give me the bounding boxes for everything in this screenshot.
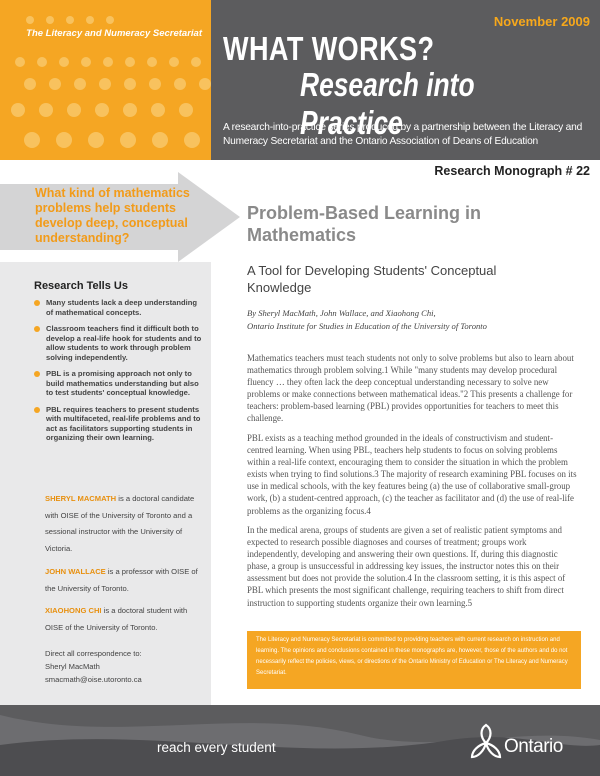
series-description: A research-into-practice series produced by a partnership between the Literacy and Numeracy Secretariat and the Ontario Association of Deans of Education bbox=[223, 122, 583, 147]
author-name: SHERYL MACMATH bbox=[45, 494, 117, 503]
article-byline bbox=[247, 307, 567, 332]
author-bio-text: is a professor with OISE of the University of Toronto. bbox=[45, 567, 198, 593]
list-item: PBL is a promising approach not only to build mathematics understanding but also to test students' conceptual knowledge. bbox=[34, 369, 202, 398]
correspondence-block bbox=[45, 647, 205, 686]
article-subtitle: A Tool for Developing Students' Conceptual Knowledge bbox=[247, 263, 497, 295]
circle-pattern-decoration bbox=[0, 0, 211, 160]
author-bio bbox=[45, 491, 205, 557]
author-name: JOHN WALLACE bbox=[45, 567, 106, 576]
secretariat-label: The Literacy and Numeracy Secretariat bbox=[26, 28, 202, 39]
series-subtitle: Research into Practice bbox=[300, 66, 475, 141]
author-bio-text: is a doctoral student with OISE of the University of Toronto. bbox=[45, 606, 188, 632]
list-item: PBL requires teachers to present students with multifaceted, real-life problems and to act as facilitators supporting students in organizing their own learning. bbox=[34, 405, 202, 443]
issue-date: November 2009 bbox=[493, 14, 590, 29]
author-affiliation: Ontario Institute for Studies in Education of the University of Toronto bbox=[247, 320, 487, 331]
author-bio-text: is a doctoral candidate with OISE of the University of Toronto and a sessional instructor with the University of Victoria. bbox=[45, 494, 195, 553]
research-tells-us-heading: Research Tells Us bbox=[34, 280, 128, 292]
footer-tagline: reach every student bbox=[157, 740, 276, 755]
body-paragraph: In the medical arena, groups of students are given a set of realistic patient symptoms and expected to research possible diagnoses and courses of treatment; groups work independently, developing and answering their own questions. If, during this diagnostic phase, a group is unsuccessful in addressing key issues, the instructor notes this on their assessment but does not provide the solution.4 In the classroom setting, it is this aspect of PBL which presents the most significant challenge, requiring teachers to shift from direct instruction to supporting students organize their own learning.5 bbox=[247, 525, 566, 608]
list-item: Classroom teachers find it difficult both to develop a real-life hook for students and to allow students to work through problem solving independently. bbox=[34, 324, 202, 362]
disclaimer-box: The Literacy and Numeracy Secretariat is committed to providing teachers with current research on instruction and learning. The opinions and conclusions contained in these monographs are, however, those of the authors and do not necessarily reflect the policies, views, or directions of the Ontario Ministry of Education or The Literacy and Numeracy Secretariat. bbox=[247, 631, 581, 689]
trillium-icon bbox=[466, 723, 506, 763]
author-list: By Sheryl MacMath, John Wallace, and Xiaohong Chi, bbox=[247, 308, 436, 318]
article-title: Problem-Based Learning in Mathematics bbox=[247, 203, 482, 245]
body-paragraph: Mathematics teachers must teach students not only to solve problems but also to learn about mathematics through problem solving.1 While "many students may develop procedural fluency … they often lack the deep conceptual understanding necessary to solve new problems or make connections between mathematical ideas."2 This presents a challenge for teachers: problem-based learning (PBL) provides opportunities for teachers to meet this challenge. bbox=[247, 353, 574, 424]
series-title: WHAT WORKS? bbox=[223, 30, 435, 67]
findings-list bbox=[34, 298, 202, 450]
header-orange-panel bbox=[0, 0, 211, 160]
author-bio bbox=[45, 564, 205, 597]
correspondence-email[interactable]: smacmath@oise.utoronto.ca bbox=[45, 675, 142, 684]
correspondence-label: Direct all correspondence to: bbox=[45, 649, 142, 658]
author-name: XIAOHONG CHI bbox=[45, 606, 102, 615]
monograph-number: Research Monograph # 22 bbox=[434, 164, 590, 178]
guiding-question: What kind of mathematics problems help students develop deep, conceptual understanding? bbox=[35, 186, 190, 245]
list-item: Many students lack a deep understanding of mathematical concepts. bbox=[34, 298, 202, 317]
correspondence-name: Sheryl MacMath bbox=[45, 662, 100, 671]
author-bio bbox=[45, 603, 205, 636]
body-paragraph: PBL exists as a teaching method grounded in the ideals of constructivism and student-centred learning. When using PBL, teachers help students to focus on solving problems within a real-life context, encouraging them to consider the situation in which the problem exists when trying to find solutions.3 The majority of research examining PBL focuses on its use in medical schools, with the key features being (a) the use of collaborative small-group work, (b) a student-centred approach, (c) the teacher as facilitator and (d) the use of real-life problems as the organizing focus.4 bbox=[247, 433, 577, 516]
ontario-logo-text: Ontario bbox=[504, 736, 563, 757]
